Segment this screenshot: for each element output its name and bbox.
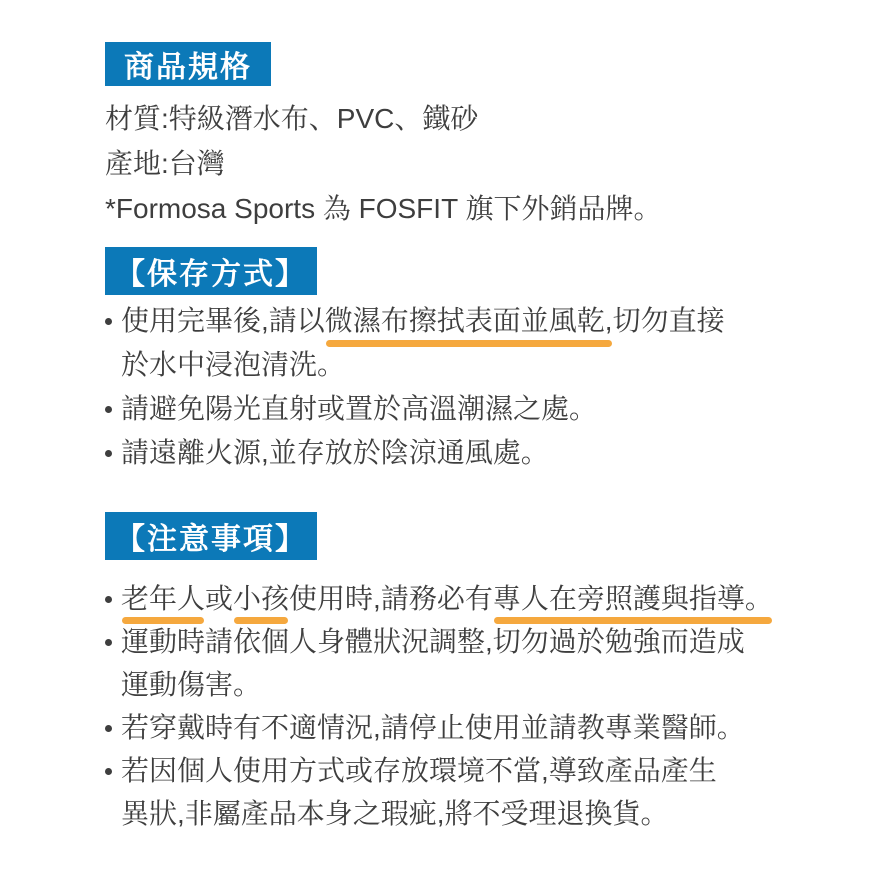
bullet-dot-icon	[105, 725, 112, 732]
bullet-text	[121, 577, 773, 620]
text-segment: 使用完畢後,請以	[121, 305, 325, 336]
text-segment: 切勿直接	[612, 305, 725, 336]
highlighted-text-segment: 微濕布擦拭表面並風乾,	[325, 299, 613, 343]
bullet-dot-icon	[105, 318, 112, 325]
storage-list	[105, 299, 810, 475]
bullet-text	[121, 749, 717, 835]
bullet-dot-icon	[105, 639, 112, 646]
notice-list	[105, 577, 810, 835]
bullet-line: 運動傷害。	[121, 669, 262, 700]
text-segment: 使用時,請務必有	[289, 583, 493, 614]
bullet-text	[121, 431, 549, 475]
section-title-product-spec: 商品規格	[124, 51, 252, 84]
bullet-line: 若穿戴時有不適情況,請停止使用並請教專業醫師。	[121, 712, 745, 743]
section-title-storage: 【保存方式】	[115, 258, 307, 291]
highlighted-text-segment: 小孩	[233, 577, 289, 620]
bullet-dot-icon	[105, 450, 112, 457]
list-item-notice-1	[105, 577, 810, 620]
bullet-dot-icon	[105, 596, 112, 603]
spec-material: 材質:特級潛水布、PVC、鐵砂	[105, 103, 479, 134]
section-badge-notice	[105, 512, 317, 560]
section-badge-row-notice	[105, 512, 810, 560]
bullet-line	[121, 299, 725, 343]
text-segment: 或	[205, 583, 234, 614]
bullet-text	[121, 620, 745, 706]
section-badge-storage	[105, 247, 317, 295]
list-item-notice-4	[105, 749, 810, 835]
list-item-notice-2	[105, 620, 810, 706]
list-item-storage-3	[105, 431, 810, 475]
list-item-storage-1	[105, 299, 810, 387]
section-badge-product-spec	[105, 42, 271, 86]
spec-brand-note: *Formosa Sports 為 FOSFIT 旗下外銷品牌。	[105, 193, 662, 224]
bullet-line: 若因個人使用方式或存放環境不當,導致產品產生	[121, 755, 717, 786]
spec-lines	[105, 96, 810, 231]
section-badge-row-storage	[105, 247, 810, 295]
list-item-notice-3	[105, 706, 810, 749]
bullet-line: 請避免陽光直射或置於高溫潮濕之處。	[121, 393, 598, 424]
bullet-text	[121, 387, 597, 431]
bullet-line: 於水中浸泡清洗。	[121, 349, 346, 380]
list-item-storage-2	[105, 387, 810, 431]
spec-origin: 產地:台灣	[105, 148, 225, 179]
highlighted-text-segment: 老年人	[121, 577, 205, 620]
bullet-line	[121, 577, 773, 620]
bullet-text	[121, 299, 725, 387]
bullet-dot-icon	[105, 406, 112, 413]
bullet-text	[121, 706, 745, 749]
bullet-line: 異狀,非屬產品本身之瑕疵,將不受理退換貨。	[121, 798, 669, 829]
section-title-notice: 【注意事項】	[115, 523, 307, 556]
highlighted-text-segment: 專人在旁照護與指導。	[493, 577, 773, 620]
bullet-dot-icon	[105, 768, 112, 775]
bullet-line: 請遠離火源,並存放於陰涼通風處。	[121, 437, 549, 468]
bullet-line: 運動時請依個人身體狀況調整,切勿過於勉強而造成	[121, 626, 745, 657]
